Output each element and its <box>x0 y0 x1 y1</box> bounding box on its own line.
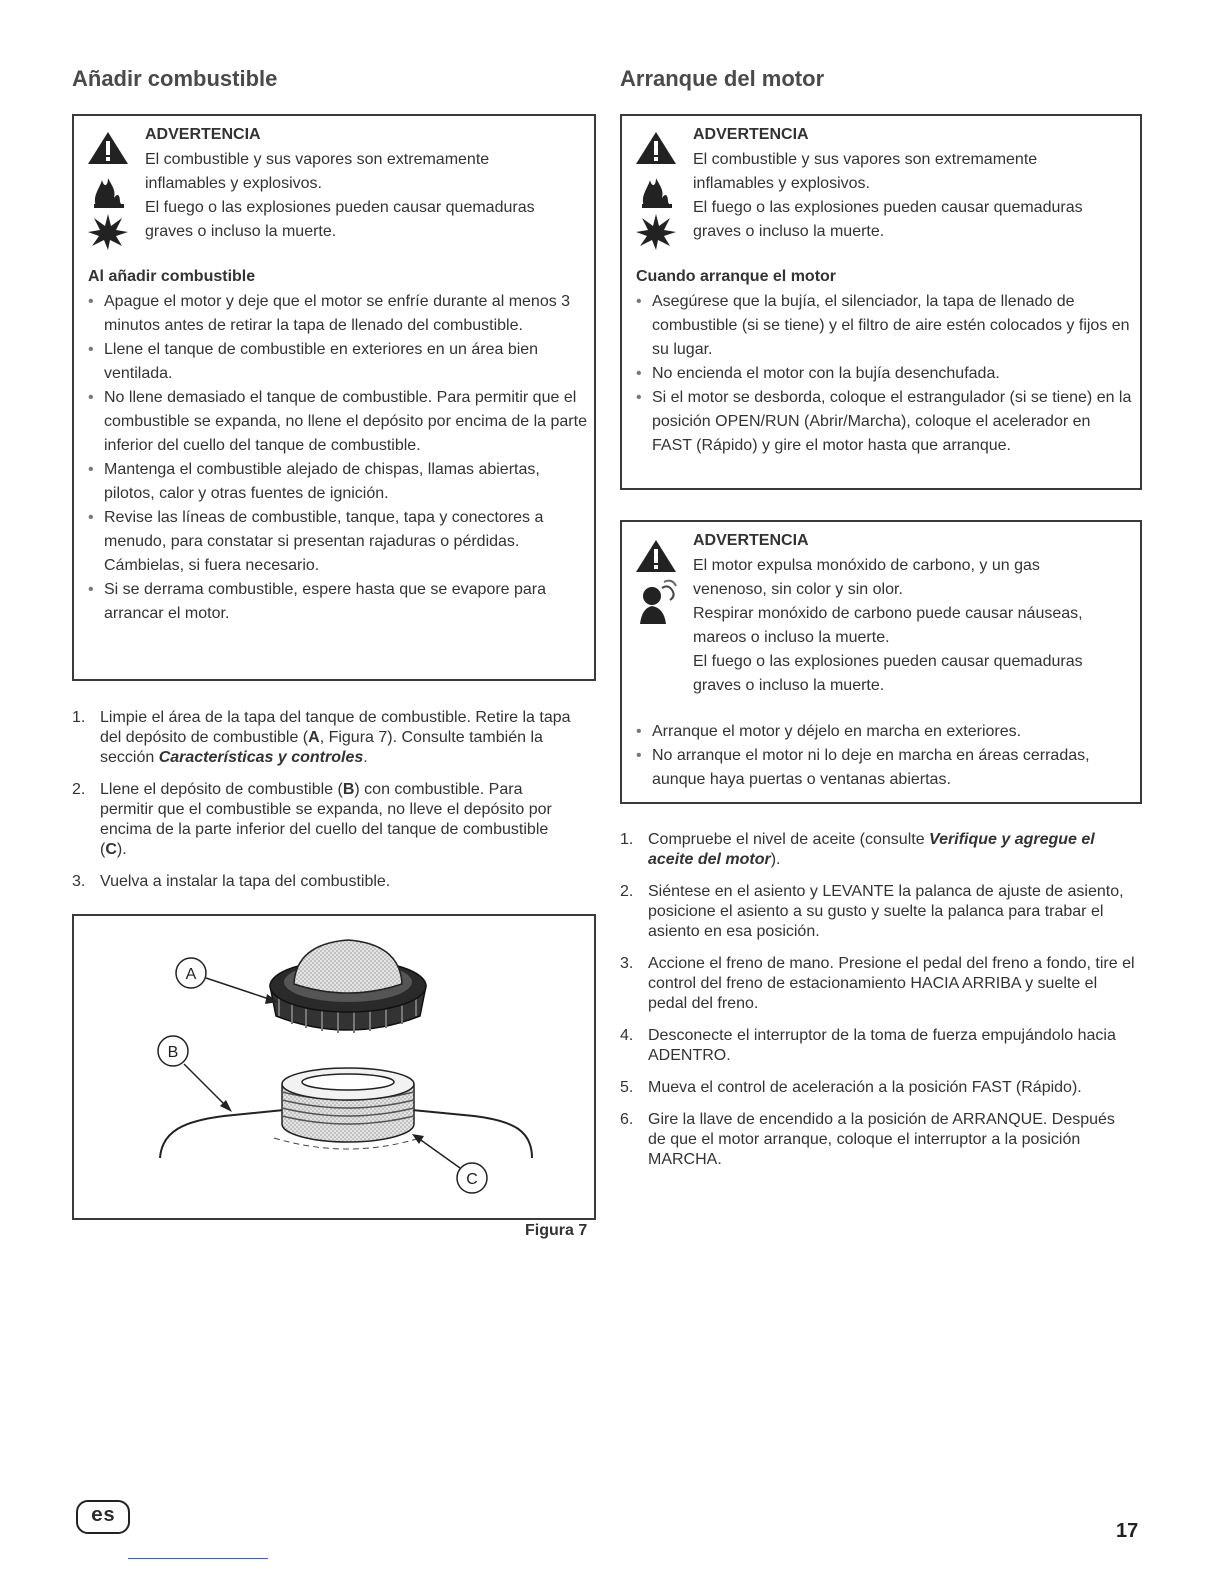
alert-triangle-icon <box>88 132 128 164</box>
step-text: Desconecte el interruptor de la toma de fuerza empujándolo hacia ADENTRO. <box>648 1027 1116 1064</box>
section-reference: Características y controles <box>158 749 364 766</box>
list-item <box>620 954 1136 1014</box>
list-item: • Si se derrama combustible, espere hasta que se evapore para arrancar el motor. <box>88 578 588 626</box>
list-item: • Si el motor se desborda, coloque el estrangulador (si se tiene) en la posición OPEN/RUN (Abrir/Marcha), coloque el acelerador en FAST (Rápido) y gire el motor hasta que arranque. <box>636 386 1132 458</box>
step-number: 2. <box>72 781 86 798</box>
list-item <box>72 780 572 860</box>
start-steps-list <box>620 830 1136 1182</box>
language-badge <box>76 1500 130 1534</box>
step-text: Siéntese en el asiento y LEVANTE la palanca de ajuste de asiento, posicione el asiento a su gusto y suelte la palanca para trabar el asiento en esa posición. <box>648 883 1124 940</box>
step-number: 1. <box>72 709 86 726</box>
list-item <box>72 872 572 892</box>
fuel-steps-list <box>72 708 572 904</box>
section-title-start-engine: Arranque del motor <box>620 66 825 91</box>
callout-a-marker <box>176 958 278 1004</box>
list-item <box>620 1078 1136 1098</box>
warning-subheading: Al añadir combustible <box>88 268 256 285</box>
step-text: Limpie el área de la tapa del tanque de combustible. Retire la tapa del depósito de combustible ( <box>100 709 571 746</box>
list-item: • No arranque el motor ni lo deje en marcha en áreas cerradas, aunque haya puertas o ventanas abiertas. <box>636 744 1132 792</box>
flammable-icon <box>642 178 672 208</box>
step-number: 3. <box>620 955 634 972</box>
callout-a-label: A <box>185 966 197 983</box>
fuel-cap-illustration <box>74 916 594 1218</box>
warning-line: El combustible y sus vapores son extremamente <box>693 151 1038 168</box>
flammable-icon <box>94 178 124 208</box>
language-code: es <box>90 1505 115 1528</box>
warning-title: ADVERTENCIA <box>145 126 261 143</box>
warning-text <box>693 554 1133 698</box>
fuel-cap <box>270 940 426 1033</box>
callout-c-label: C <box>466 1171 478 1188</box>
warning-line: inflamables y explosivos. <box>145 175 322 192</box>
warning-line: graves o incluso la muerte. <box>693 677 885 694</box>
warning-bullet-list <box>636 720 1132 792</box>
warning-line: El combustible y sus vapores son extremamente <box>145 151 490 168</box>
list-item: • Arranque el motor y déjelo en marcha en exteriores. <box>636 720 1132 744</box>
warning-bullet-list <box>636 290 1132 458</box>
list-item: • Asegúrese que la bujía, el silenciador, la tapa de llenado de combustible (si se tiene) y el filtro de aire estén colocados y fijos en su lugar. <box>636 290 1132 362</box>
callout-b-marker <box>158 1036 232 1112</box>
callout-b-label: B <box>167 1044 179 1061</box>
warning-bullet-list <box>88 290 588 626</box>
step-text: Mueva el control de aceleración a la posición FAST (Rápido). <box>648 1079 1082 1096</box>
warning-text <box>145 148 585 244</box>
warning-icons <box>86 130 142 255</box>
step-number: 4. <box>620 1027 634 1044</box>
warning-line: inflamables y explosivos. <box>693 175 870 192</box>
list-item: • Mantenga el combustible alejado de chispas, llamas abiertas, pilotos, calor y otras fuentes de ignición. <box>88 458 588 506</box>
warning-line: mareos o incluso la muerte. <box>693 629 890 646</box>
step-number: 5. <box>620 1079 634 1096</box>
callout-b: B <box>342 781 355 798</box>
warning-line: venenoso, sin color y sin olor. <box>693 581 903 598</box>
alert-triangle-icon <box>636 132 676 164</box>
step-text: Vuelva a instalar la tapa del combustible. <box>100 873 391 890</box>
step-number: 2. <box>620 883 634 900</box>
section-reference: Verifique y agregue el aceite del motor <box>648 831 1095 868</box>
fuel-warning-box <box>72 114 596 681</box>
step-number: 3. <box>72 873 86 890</box>
warning-line: Respirar monóxido de carbono puede causar náuseas, <box>693 605 1083 622</box>
list-item: • Apague el motor y deje que el motor se enfríe durante al menos 3 minutos antes de retirar la tapa de llenado del combustible. <box>88 290 588 338</box>
figure-caption: Figura 7 <box>525 1222 588 1239</box>
warning-subheading: Cuando arranque el motor <box>636 268 837 285</box>
warning-line: El motor expulsa monóxido de carbono, y un gas <box>693 557 1040 574</box>
explosion-icon <box>636 214 676 250</box>
step-text: ) con combustible. Para permitir que el combustible se expanda, no lleve el depósito por encima de la parte inferior del cuello del tanque de combustible ( <box>100 781 552 858</box>
step-text: , Figura 7). Consulte también la sección <box>100 729 543 766</box>
explosion-icon <box>88 214 128 250</box>
list-item <box>620 1026 1136 1066</box>
step-text: ). <box>116 841 127 858</box>
step-text: . <box>363 749 368 766</box>
callout-c: C <box>105 841 117 858</box>
page-number: 17 <box>1116 1520 1139 1542</box>
footer-rule <box>128 1558 268 1559</box>
step-number: 1. <box>620 831 634 848</box>
step-text: Llene el depósito de combustible ( <box>100 781 343 798</box>
warning-title: ADVERTENCIA <box>693 532 809 549</box>
list-item <box>72 708 572 768</box>
warning-icons <box>634 130 690 255</box>
step-text: Gire la llave de encendido a la posición de ARRANQUE. Después de que el motor arranque, coloque el interruptor a la posición MARCHA. <box>648 1111 1115 1168</box>
list-item: • No llene demasiado el tanque de combustible. Para permitir que el combustible se expanda, no llene el depósito por encima de la parte inferior del cuello del tanque de combustible. <box>88 386 588 458</box>
list-item <box>620 1110 1136 1170</box>
start-warning-box <box>620 114 1142 490</box>
step-text: ). <box>770 851 781 868</box>
warning-line: El fuego o las explosiones pueden causar quemaduras <box>145 199 535 216</box>
warning-text <box>693 148 1133 244</box>
list-item <box>620 882 1136 942</box>
callout-c-marker <box>412 1134 487 1193</box>
tank-neck <box>274 1068 420 1149</box>
callout-a: A <box>308 729 320 746</box>
alert-triangle-icon <box>636 540 676 572</box>
warning-line: graves o incluso la muerte. <box>145 223 337 240</box>
warning-title: ADVERTENCIA <box>693 126 809 143</box>
list-item: • Revise las líneas de combustible, tanque, tapa y conectores a menudo, para constatar si presentan rajaduras o pérdidas. Cámbielas, si fuera necesario. <box>88 506 588 578</box>
step-text: Accione el freno de mano. Presione el pedal del freno a fondo, tire el control del freno de estacionamiento HACIA ARRIBA y suelte el pedal del freno. <box>648 955 1135 1012</box>
warning-line: El fuego o las explosiones pueden causar quemaduras <box>693 199 1083 216</box>
step-text: Compruebe el nivel de aceite (consulte <box>648 831 930 848</box>
section-title-add-fuel: Añadir combustible <box>72 66 278 91</box>
co-warning-box <box>620 520 1142 804</box>
warning-icons <box>634 538 690 633</box>
fuel-tank-outline <box>160 1110 284 1158</box>
list-item: • Llene el tanque de combustible en exteriores en un área bien ventilada. <box>88 338 588 386</box>
step-number: 6. <box>620 1111 634 1128</box>
figure-7-box <box>72 914 596 1220</box>
warning-line: El fuego o las explosiones pueden causar quemaduras <box>693 653 1083 670</box>
list-item <box>620 830 1136 870</box>
toxic-fumes-icon <box>640 581 676 624</box>
warning-line: graves o incluso la muerte. <box>693 223 885 240</box>
list-item: • No encienda el motor con la bujía desenchufada. <box>636 362 1132 386</box>
